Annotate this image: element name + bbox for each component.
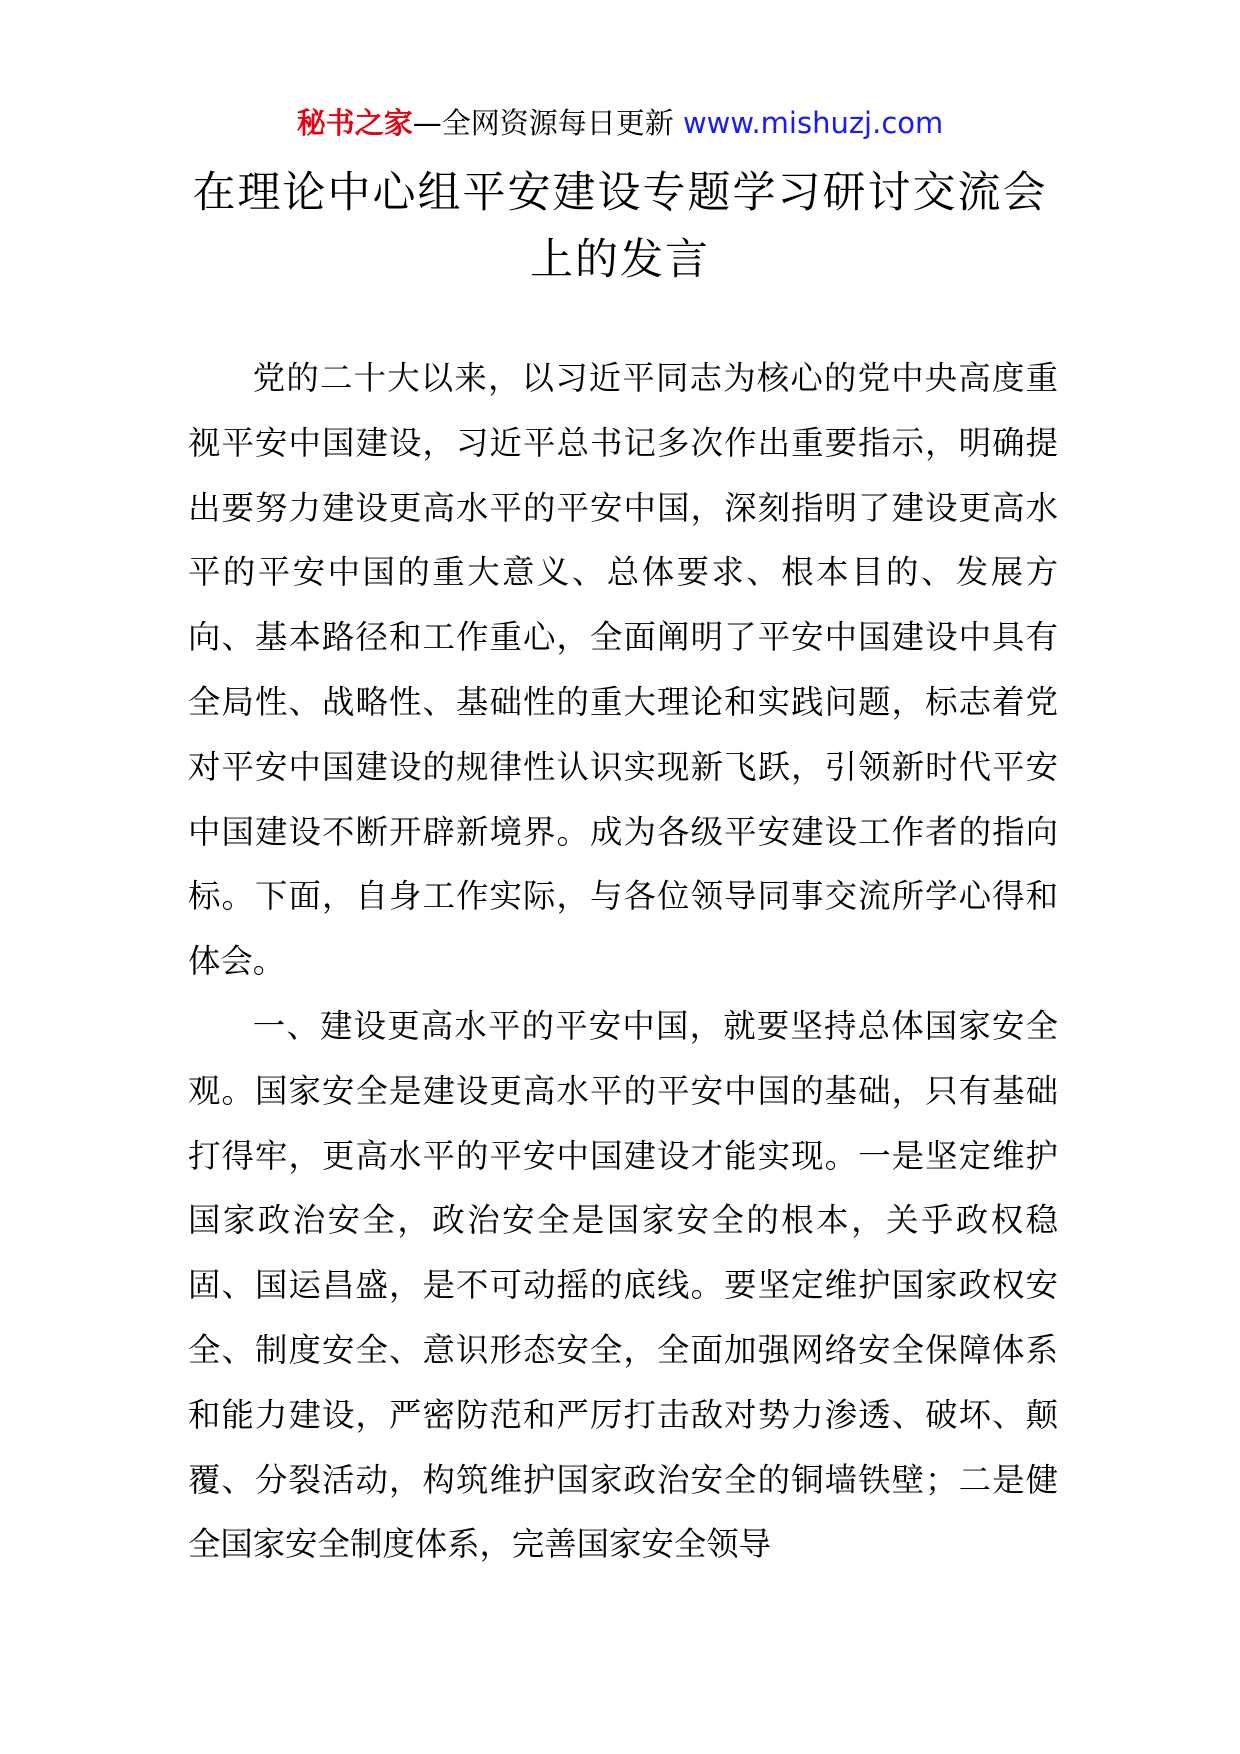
section-heading: 一、建设更高水平的平安中国，就要坚持总体国家安全观。 — [188, 1006, 1058, 1110]
paragraph-text: 党的二十大以来，以习近平同志为核心的党中央高度重视平安中国建设，习近平总书记多次作出重要指示，明确提出要努力建设更高水平的平安中国，深刻指明了建设更高水平的平安中国的重大意义、总体要求、根本目的、发展方向、基本路径和工作重心，全面阐明了平安中国建设中具有全局性、战略性、基础性的重大理论和实践问题，标志着党对平安中国建设的规律性认识实现新飞跃，引领新时代平安中国建设不断开辟新境界。成为各级平安建设工作者的指向标。下面，自身工作实际，与各位领导同事交流所学心得和体会。 — [188, 359, 1058, 981]
header-tagline: —全网资源每日更新 — [412, 106, 683, 140]
paragraph-section-one — [188, 994, 1058, 1577]
brand-name: 秘书之家 — [296, 106, 413, 140]
site-header — [0, 100, 1240, 146]
document-body — [188, 346, 1058, 1577]
paragraph-intro — [188, 346, 1058, 994]
site-url-link[interactable]: www.mishuzj.com — [682, 106, 944, 140]
document-title: 在理论中心组平安建设专题学习研讨交流会上的发言 — [192, 168, 1048, 285]
paragraph-text: 国家安全是建设更高水平的平安中国的基础，只有基础打得牢，更高水平的平安中国建设才能实现。一是坚定维护国家政治安全，政治安全是国家安全的根本，关乎政权稳固、国运昌盛，是不可动摇的底线。要坚定维护国家政权安全、制度安全、意识形态安全，全面加强网络安全保障体系和能力建设，严密防范和严厉打击敌对势力渗透、破坏、颠覆、分裂活动，构筑维护国家政治安全的铜墙铁壁；二是健全国家安全制度体系，完善国家安全领导 — [188, 1071, 1059, 1564]
